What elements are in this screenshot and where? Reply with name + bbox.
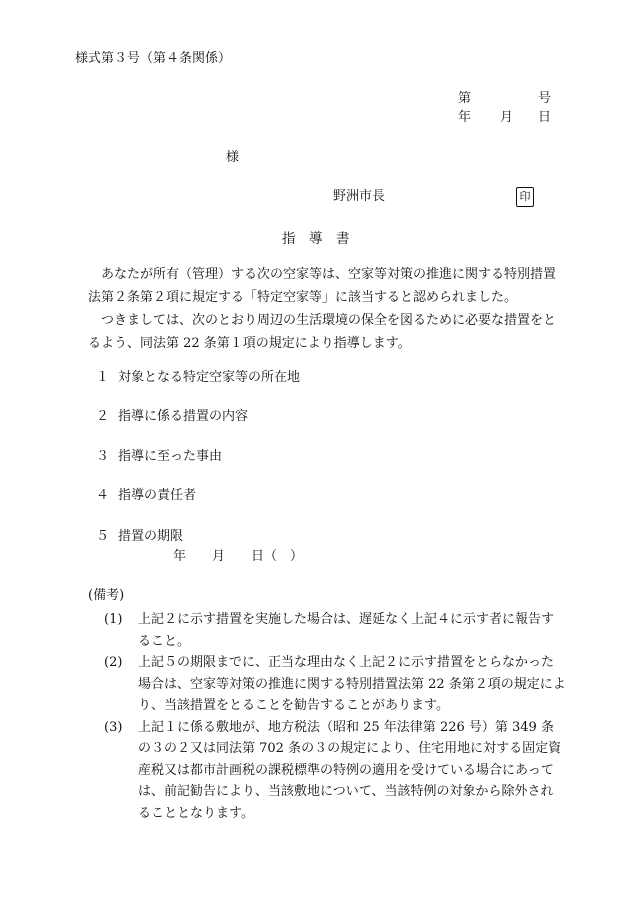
item-number: ５: [96, 529, 110, 544]
notes-heading: (備考): [88, 588, 125, 603]
item-3: [96, 450, 222, 463]
item-5: [96, 530, 183, 543]
note-item-3: [96, 717, 566, 825]
item-label: 指導に係る措置の内容: [118, 409, 249, 424]
document-title: 指 導 書: [282, 231, 350, 247]
addressee-sama: 様: [226, 150, 240, 165]
item-number: ２: [96, 409, 110, 424]
note-item-1: [96, 609, 566, 652]
item-label: 指導の責任者: [118, 488, 197, 503]
item-1: [96, 371, 300, 384]
date-day: 日: [538, 110, 552, 125]
intro-paragraph-1: あなたが所有（管理）する次の空家等は、空家等対策の推進に関する特別措置法第２条第２項に規定する「特定空家等」に該当すると認められました。: [88, 267, 557, 305]
note-mark: (1): [104, 612, 123, 627]
date-year: 年: [458, 110, 472, 125]
item-number: ３: [96, 449, 110, 464]
intro-paragraph-2: つきましては、次のとおり周辺の生活環境の保全を図るために必要な措置をとるよう、同法第 22 条第１項の規定により指導します。: [88, 313, 557, 351]
note-text: 上記２に示す措置を実施した場合は、遅延なく上記４に示す者に報告すること。: [138, 612, 555, 649]
item-label: 措置の期限: [118, 529, 184, 544]
item-4: [96, 489, 196, 502]
item-label: 指導に至った事由: [118, 449, 223, 464]
item-2: [96, 410, 248, 423]
note-text: 上記１に係る敷地が、地方税法（昭和 25 年法律第 226 号）第 349 条の３の２又は同法第 702 条の３の規定により、住宅用地に対する固定資産税又は都市計画税の課税標準の特例の適用を受けている場合にあっては、前記勧告により、当該敷地について、当該特例の対象から除外されることとなります。: [138, 719, 562, 821]
notes-list: [96, 609, 566, 824]
item-label: 対象となる特定空家等の所在地: [118, 370, 301, 385]
item-number: ４: [96, 488, 110, 503]
issuer-name: 野洲市長: [333, 189, 386, 204]
date-month: 月: [500, 110, 514, 125]
note-text: 上記５の期限までに、正当な理由なく上記２に示す措置をとらなかった場合は、空家等対策の推進に関する特別措置法第 22 条第２項の規定により、当該措置をとることを勧告することがあります。: [138, 655, 566, 713]
form-number: 様式第３号（第４条関係）: [75, 51, 232, 66]
deadline-date: 年 月 日（ ）: [173, 549, 304, 564]
item-number: １: [96, 370, 110, 385]
seal-stamp: 印: [516, 187, 534, 207]
doc-number-go: 号: [538, 91, 552, 106]
doc-number-dai: 第: [458, 91, 472, 106]
note-mark: (3): [104, 719, 123, 735]
note-item-2: [96, 652, 566, 717]
note-mark: (2): [104, 655, 123, 670]
intro-text: [88, 263, 568, 355]
